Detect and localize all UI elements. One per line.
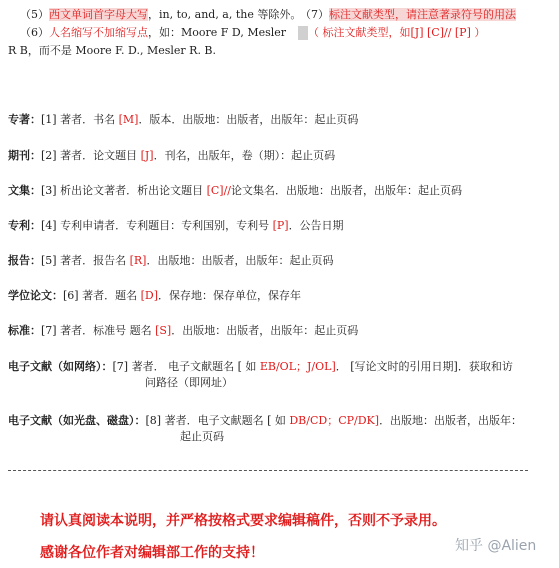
dashed-divider bbox=[8, 470, 528, 471]
rule-7-highlight: 标注文献类型，请注意著录符号的用法 bbox=[329, 8, 516, 21]
rule-5-highlight: 西文单词首字母大写 bbox=[49, 8, 148, 21]
rule-7-line2: （ 标注文献类型，如[J] [C]// [P] ） bbox=[298, 26, 485, 40]
gray-marker bbox=[298, 26, 308, 40]
rule-6-line2: R B，而不是 Moore F. D., Mesler R. B. bbox=[8, 44, 217, 57]
entry-monograph: 专著：[1] 著者．书名 [M]．版本．出版地：出版者，出版年：起止页码 bbox=[8, 113, 359, 126]
entry-report: 报告：[5] 著者．报告名 [R]．出版地：出版者，出版年：起止页码 bbox=[8, 254, 334, 267]
entry-electronic-web: 电子文献（如网络）：[7] 著者． 电子文献题名 [ 如 EB/OL；J/OL]． [写论文时的引用日期]．获取和访 bbox=[8, 360, 513, 373]
entry-proceedings: 文集：[3] 析出论文著者．析出论文题目 [C]//论文集名．出版地：出版者，出版年：起止页码 bbox=[8, 184, 462, 197]
notice-line-2: 感谢各位作者对编辑部工作的支持！ bbox=[40, 545, 264, 561]
rule-5: （5）西文单词首字母大写，in, to, and, a, the 等除外。 bbox=[20, 8, 302, 21]
watermark: 知乎 @Alien bbox=[455, 538, 537, 554]
rule-7: （7）标注文献类型，请注意著录符号的用法 bbox=[300, 8, 516, 21]
entry-standard: 标准：[7] 著者．标准号 题名 [S]．出版地：出版者，出版年：起止页码 bbox=[8, 324, 359, 337]
entry-thesis: 学位论文：[6] 著者．题名 [D]．保存地：保存单位，保存年 bbox=[8, 289, 301, 302]
rule-6: （6）人名缩写不加缩写点，如：Moore F D, Mesler bbox=[20, 26, 287, 39]
entry-electronic-disk-line2: 起止页码 bbox=[180, 430, 224, 443]
entry-electronic-disk: 电子文献（如光盘、磁盘）：[8] 著者．电子文献题名 [ 如 DB/CD；CP/DK]．出版地：出版者，出版年： bbox=[8, 414, 523, 427]
entry-electronic-web-line2: 问路径（即网址） bbox=[145, 376, 233, 389]
rule-6-highlight: 人名缩写不加缩写点 bbox=[49, 26, 148, 39]
entry-patent: 专利：[4] 专利申请者．专利题目：专利国别，专利号 [P]．公告日期 bbox=[8, 219, 344, 232]
notice-line-1: 请认真阅读本说明，并严格按格式要求编辑稿件，否则不予录用。 bbox=[40, 513, 446, 529]
entry-journal: 期刊：[2] 著者．论文题目 [J]．刊名，出版年，卷（期）：起止页码 bbox=[8, 149, 336, 162]
